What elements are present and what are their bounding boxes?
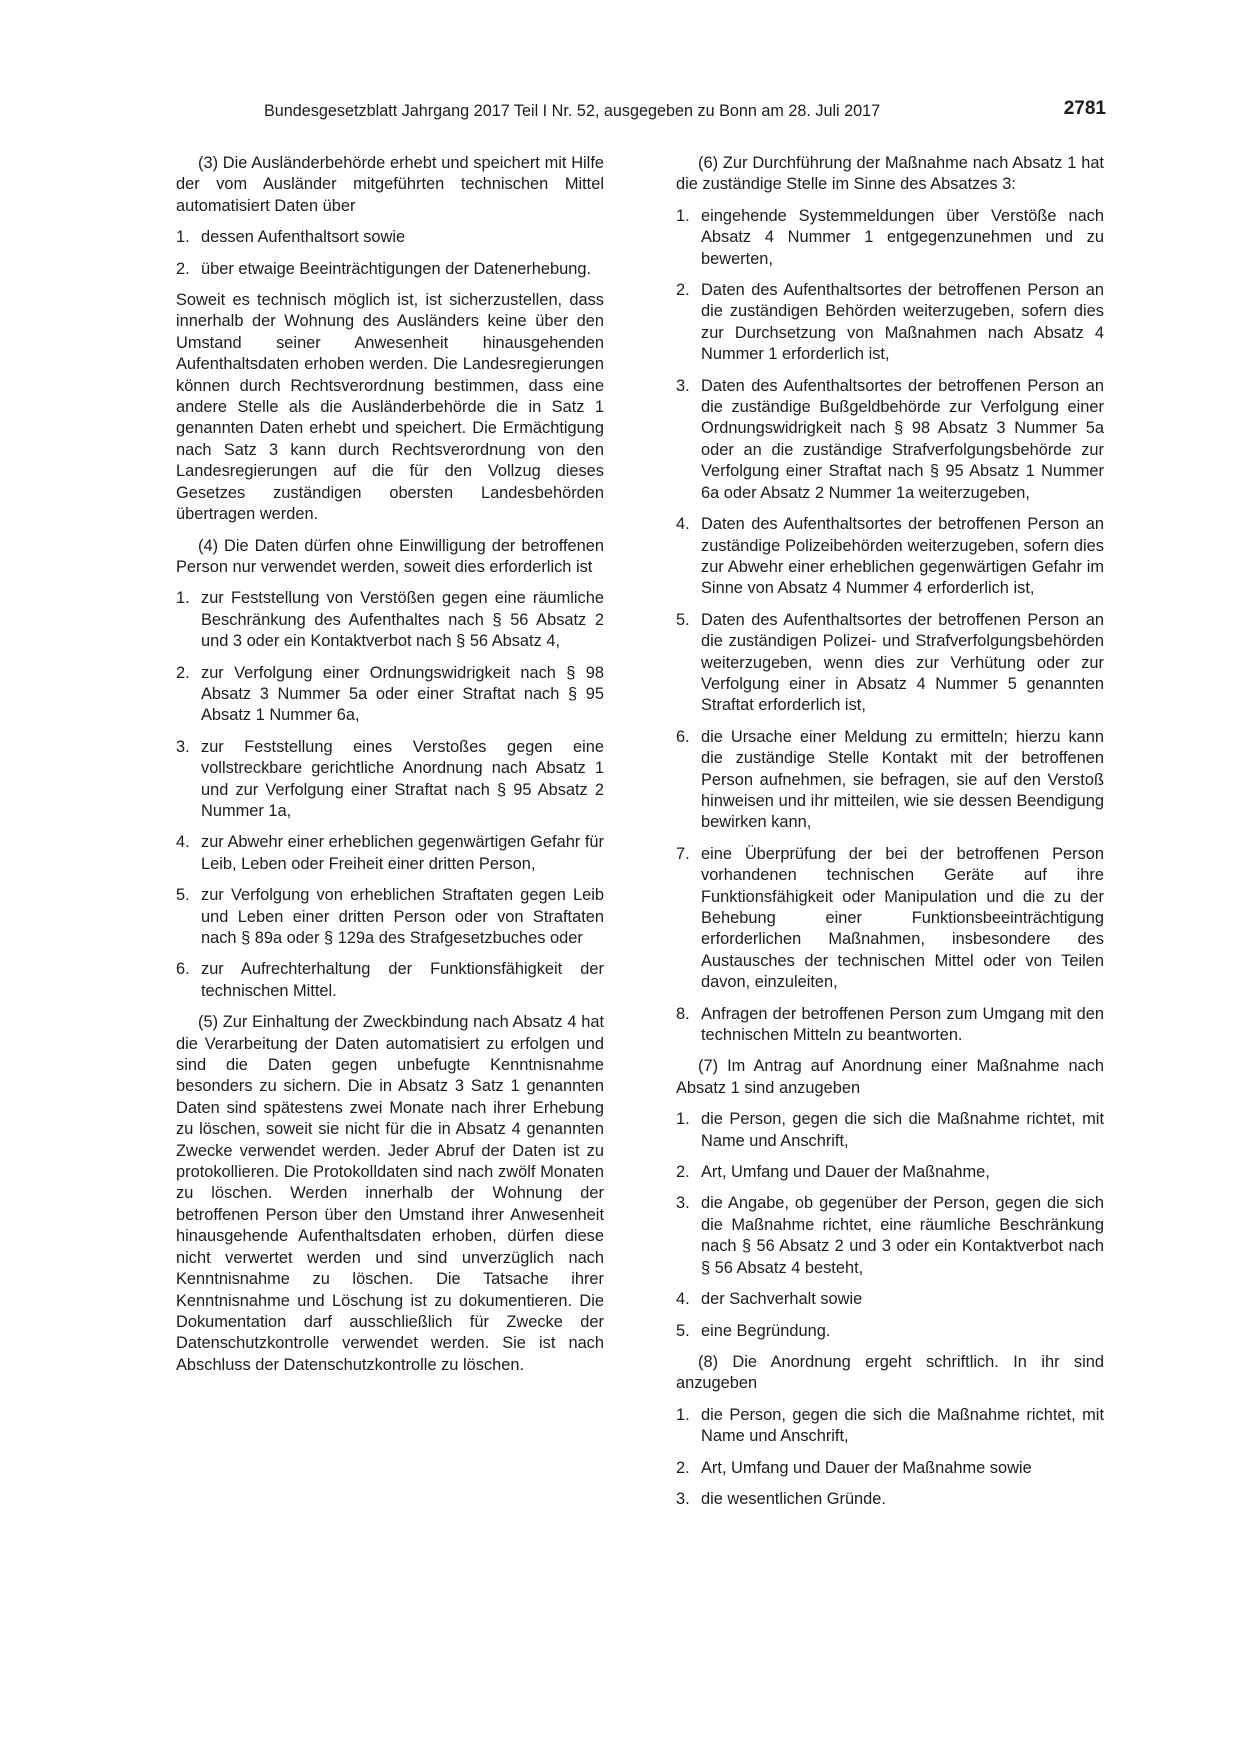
list-item-number: 7.: [676, 844, 690, 863]
right-column: [676, 153, 1104, 1520]
list-item-number: 8.: [676, 1004, 690, 1023]
list-item-text: zur Verfolgung von erheblichen Straftaten gegen Leib und Leben einer dritten Person oder von Straftaten nach § 89a oder § 129a des Strafgesetzbuches oder: [201, 886, 604, 947]
list-item-text: die Person, gegen die sich die Maßnahme richtet, mit Name und Anschrift,: [701, 1405, 1104, 1446]
list-item-number: 5.: [176, 886, 190, 905]
list-item-number: 1.: [676, 1110, 690, 1129]
list-item-text: über etwaige Beeinträchtigungen der Datenerhebung.: [201, 259, 592, 278]
list-item-number: 2.: [176, 663, 190, 682]
list-item-number: 3.: [676, 376, 690, 395]
list-item-text: Anfragen der betroffenen Person zum Umgang mit den technischen Mitteln zu beantworten.: [701, 1004, 1104, 1045]
list-item-text: Daten des Aufenthaltsortes der betroffenen Person an die zuständigen Behörden weiterzugeben, sofern dies zur Durchsetzung von Maßnahmen nach Absatz 4 Nummer 1 erforderlich ist,: [701, 281, 1104, 364]
list-item: [176, 737, 604, 823]
list-item-text: die Angabe, ob gegenüber der Person, gegen die sich die Maßnahme richtet, eine räumliche Beschränkung nach § 56 Absatz 2 und 3 oder ein Kontaktverbot nach § 56 Absatz 4 besteht,: [701, 1194, 1104, 1277]
list-item: [676, 1321, 1104, 1342]
list-item-number: 2.: [676, 281, 690, 300]
list-item-text: Daten des Aufenthaltsortes der betroffenen Person an zuständige Polizeibehörden weiterzugeben, sofern dies zur Abwehr einer erheblichen gegenwärtigen Gefahr im Sinne von Absatz 4 Nummer 4 erforderlich ist,: [701, 515, 1104, 598]
list-item-number: 1.: [176, 589, 190, 608]
list-item-text: eine Begründung.: [701, 1321, 831, 1340]
list-item: [676, 514, 1104, 600]
list-item-text: zur Feststellung eines Verstoßes gegen eine vollstreckbare gerichtliche Anordnung nach Absatz 1 und zur Verfolgung einer Straftat nach § 95 Absatz 2 Nummer 1a,: [201, 737, 604, 820]
paragraph: Soweit es technisch möglich ist, ist sicherzustellen, dass innerhalb der Wohnung des Ausländers keine über den Umstand seiner Anwesenheit hinausgehenden Aufenthaltsdaten erhoben werden. Die Landesregierungen können durch Rechtsverordnung bestimmen, dass eine andere Stelle als die Ausländerbehörde die in Satz 1 genannten Daten erhebt und speichert. Die Ermächtigung nach Satz 3 kann durch Rechtsverordnung von den Landesregierungen auf die für den Vollzug dieses Gesetzes zuständigen obersten Landesbehörden übertragen werden.: [176, 291, 604, 524]
list-item: [676, 280, 1104, 366]
list-item-text: die Ursache einer Meldung zu ermitteln; hierzu kann die zuständige Stelle Kontakt mit der betroffenen Person aufnehmen, sie befragen, sie auf den Verstoß hinweisen und ihr mitteilen, wie sie dessen Beendigung bewirken kann,: [701, 727, 1104, 832]
list-item: [176, 663, 604, 727]
list-item: [676, 1004, 1104, 1047]
list-item-number: 6.: [176, 960, 190, 979]
publication-title: Bundesgesetzblatt Jahrgang 2017 Teil I Nr. 52, ausgegeben zu Bonn am 28. Juli 2017: [264, 102, 881, 120]
list-item-text: der Sachverhalt sowie: [701, 1290, 863, 1309]
list-item-number: 3.: [676, 1489, 690, 1508]
list-item-text: zur Abwehr einer erheblichen gegenwärtigen Gefahr für Leib, Leben oder Freiheit einer dritten Person,: [201, 833, 604, 873]
paragraph: (4) Die Daten dürfen ohne Einwilligung der betroffenen Person nur verwendet werden, soweit dies erforderlich ist: [176, 536, 604, 576]
list-item: [676, 610, 1104, 717]
list-item-number: 1.: [676, 206, 690, 225]
list-item: [676, 1489, 1104, 1510]
list-item: [676, 1405, 1104, 1448]
list-item-number: 2.: [676, 1163, 690, 1182]
left-column: [176, 153, 604, 1386]
paragraph: (3) Die Ausländerbehörde erhebt und speichert mit Hilfe der vom Ausländer mitgeführten technischen Mittel automatisiert Daten über: [176, 154, 604, 215]
list-item: [676, 1162, 1104, 1183]
list-item-number: 5.: [676, 1321, 690, 1340]
list-item-text: die wesentlichen Gründe.: [701, 1489, 886, 1508]
list-item-number: 3.: [676, 1194, 690, 1213]
list-item-text: eingehende Systemmeldungen über Verstöße nach Absatz 4 Nummer 1 entgegenzunehmen und zu bewerten,: [701, 206, 1104, 268]
page-header: [176, 98, 1106, 128]
paragraph: (7) Im Antrag auf Anordnung einer Maßnahme nach Absatz 1 sind anzugeben: [676, 1057, 1104, 1097]
list-item: [176, 588, 604, 652]
list-item-text: zur Verfolgung einer Ordnungswidrigkeit nach § 98 Absatz 3 Nummer 5a oder einer Straftat nach § 95 Absatz 1 Nummer 6a,: [201, 663, 604, 725]
list-item-text: dessen Aufenthaltsort sowie: [201, 228, 406, 247]
list-item-text: eine Überprüfung der bei der betroffenen Person vorhandenen technischen Geräte auf ihre Funktionsfähigkeit oder Manipulation und die zu der Behebung einer Funktionsbeeinträchtigung erforderlichen Maßnahmen, insbesondere des Austausches der technischen Mittel oder von Teilen davon, einzuleiten,: [701, 844, 1104, 992]
list-item: [676, 206, 1104, 270]
list-item-number: 1.: [176, 228, 190, 247]
paragraph: (8) Die Anordnung ergeht schriftlich. In ihr sind anzugeben: [676, 1352, 1104, 1393]
list-item: [676, 376, 1104, 504]
list-item: [176, 227, 604, 248]
list-item-number: 1.: [676, 1405, 690, 1424]
list-item: [176, 832, 604, 875]
list-item-text: Art, Umfang und Dauer der Maßnahme,: [701, 1163, 990, 1182]
list-item-number: 3.: [176, 737, 190, 756]
list-item: [676, 1289, 1104, 1310]
list-item-text: Daten des Aufenthaltsortes der betroffenen Person an die zuständigen Polizei- und Strafverfolgungsbehörden weiterzugeben, wenn dies zur Verhütung oder zur Verfolgung einer in Absatz 4 Nummer 5 genannten Straftat erforderlich ist,: [701, 610, 1104, 715]
list-item-text: zur Aufrechterhaltung der Funktionsfähigkeit der technischen Mittel.: [201, 960, 604, 1000]
list-item-text: Art, Umfang und Dauer der Maßnahme sowie: [701, 1458, 1032, 1477]
list-item-number: 4.: [676, 1290, 690, 1309]
list-item: [176, 959, 604, 1002]
list-item-text: zur Feststellung von Verstößen gegen eine räumliche Beschränkung des Aufenthaltes nach § 56 Absatz 2 und 3 oder ein Kontaktverbot nach § 56 Absatz 4,: [201, 589, 604, 651]
list-item: [176, 259, 604, 280]
page-number: 2781: [1063, 98, 1106, 119]
list-item: [676, 727, 1104, 834]
list-item: [176, 885, 604, 949]
list-item-number: 2.: [176, 259, 190, 278]
list-item: [676, 1109, 1104, 1152]
list-item: [676, 844, 1104, 994]
list-item-number: 5.: [676, 610, 690, 629]
list-item: [676, 1193, 1104, 1279]
paragraph: (5) Zur Einhaltung der Zweckbindung nach Absatz 4 hat die Verarbeitung der Daten automatisiert zu erfolgen und sind die Daten gegen unbefugte Kenntnisnahme besonders zu sichern. Die in Absatz 3 Satz 1 genannten Daten sind spätestens zwei Monate nach ihrer Erhebung zu löschen, soweit sie nicht für die in Absatz 4 genannten Zwecke verwendet werden. Jeder Abruf der Daten ist zu protokollieren. Die Protokolldaten sind nach zwölf Monaten zu löschen. Werden innerhalb der Wohnung der betroffenen Person über den Umstand ihrer Anwesenheit hinausgehende Aufenthaltsdaten erhoben, dürfen diese nicht verwertet werden und sind unverzüglich nach Kenntnisnahme zu löschen. Die Tatsache ihrer Kenntnisnahme und Löschung ist zu dokumentieren. Die Dokumentation darf ausschließlich für Zwecke der Datenschutzkontrolle verwendet werden. Sie ist nach Abschluss der Datenschutzkontrolle zu löschen.: [176, 1013, 604, 1374]
list-item-number: 4.: [676, 515, 690, 534]
list-item-text: die Person, gegen die sich die Maßnahme richtet, mit Name und Anschrift,: [701, 1110, 1104, 1150]
list-item-number: 6.: [676, 727, 690, 746]
list-item: [676, 1458, 1104, 1479]
paragraph: (6) Zur Durchführung der Maßnahme nach Absatz 1 hat die zuständige Stelle im Sinne des Absatzes 3:: [676, 154, 1104, 194]
list-item-number: 2.: [676, 1458, 690, 1477]
list-item-number: 4.: [176, 833, 190, 852]
list-item-text: Daten des Aufenthaltsortes der betroffenen Person an die zuständige Bußgeldbehörde zur Verfolgung einer Ordnungswidrigkeit nach § 98 Absatz 3 Nummer 5a oder an die zuständige Strafverfolgungsbehörde zur Verfolgung einer Straftat nach § 95 Absatz 1 Nummer 6a oder Absatz 2 Nummer 1a weiterzugeben,: [701, 376, 1104, 502]
